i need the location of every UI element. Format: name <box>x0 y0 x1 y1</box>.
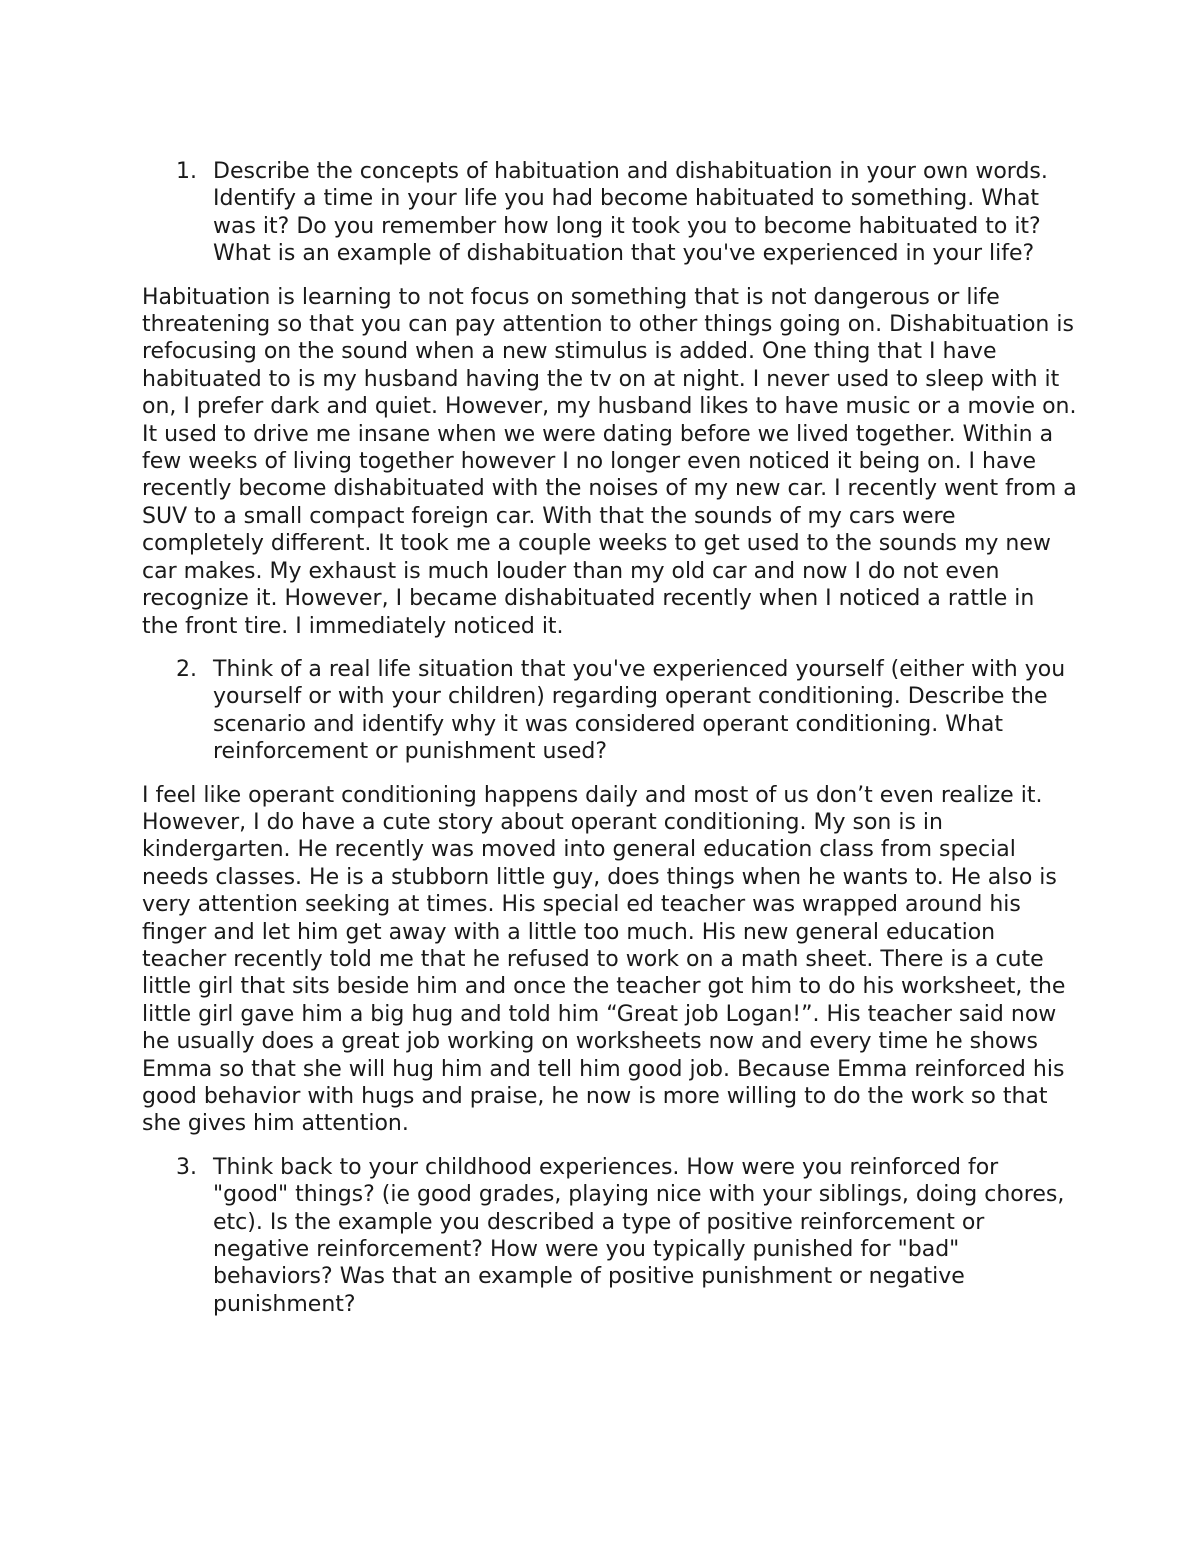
answer-1: Habituation is learning to not focus on something that is not dangerous or life threatening so that you can pay attention to other things going on. Dishabituation is refocusing on the sound when a new stimulus is added. One thing that I have habituated to is my husband having the tv on at night. I never used to sleep with it on, I prefer dark and quiet. However, my husband likes to have music or a movie on. It used to drive me insane when we were dating before we lived together. Within a few weeks of living together however I no longer even noticed it being on. I have recently become dishabituated with the noises of my new car. I recently went from a SUV to a small compact foreign car. With that the sounds of my cars were completely different. It took me a couple weeks to get used to the sounds my new car makes. My exhaust is much louder than my old car and now I do not even recognize it. However, I became dishabituated recently when I noticed a rattle in the front tire. I immediately noticed it. <box>142 284 1077 639</box>
question-1 <box>142 158 1077 268</box>
question-text: Describe the concepts of habituation and dishabituation in your own words. Identify a time in your life you had become habituated to something. What was it? Do you remember how long it took you to become habituated to it? What is an example of dishabituation that you've experienced in your life? <box>213 159 1048 267</box>
question-3 <box>142 1154 1077 1318</box>
question-2 <box>142 656 1077 766</box>
answer-2: I feel like operant conditioning happens daily and most of us don’t even realize it. However, I do have a cute story about operant conditioning. My son is in kindergarten. He recently was moved into general education class from special needs classes. He is a stubborn little guy, does things when he wants to. He also is very attention seeking at times. His special ed teacher was wrapped around his finger and let him get away with a little too much. His new general education teacher recently told me that he refused to work on a math sheet. There is a cute little girl that sits beside him and once the teacher got him to do his worksheet, the little girl gave him a big hug and told him “Great job Logan!”. His teacher said now he usually does a great job working on worksheets now and every time he shows Emma so that she will hug him and tell him good job. Because Emma reinforced his good behavior with hugs and praise, he now is more willing to do the work so that she gives him attention. <box>142 782 1066 1137</box>
question-text: Think of a real life situation that you've experienced yourself (either with you yourself or with your children) regarding operant conditioning. Describe the scenario and identify why it was considered operant conditioning. What reinforcement or punishment used? <box>213 656 1066 765</box>
question-text: Think back to your childhood experiences. How were you reinforced for "good" things? (ie good grades, playing nice with your siblings, doing chores, etc). Is the example you described a type of positive reinforcement or negative reinforcement? How were you typically punished for "bad" behaviors? Was that an example of positive punishment or negative punishment? <box>213 1154 1065 1317</box>
question-number: 1. <box>176 159 197 184</box>
question-number: 2. <box>176 656 197 682</box>
document-page <box>142 158 1077 1318</box>
question-number: 3. <box>176 1154 197 1180</box>
